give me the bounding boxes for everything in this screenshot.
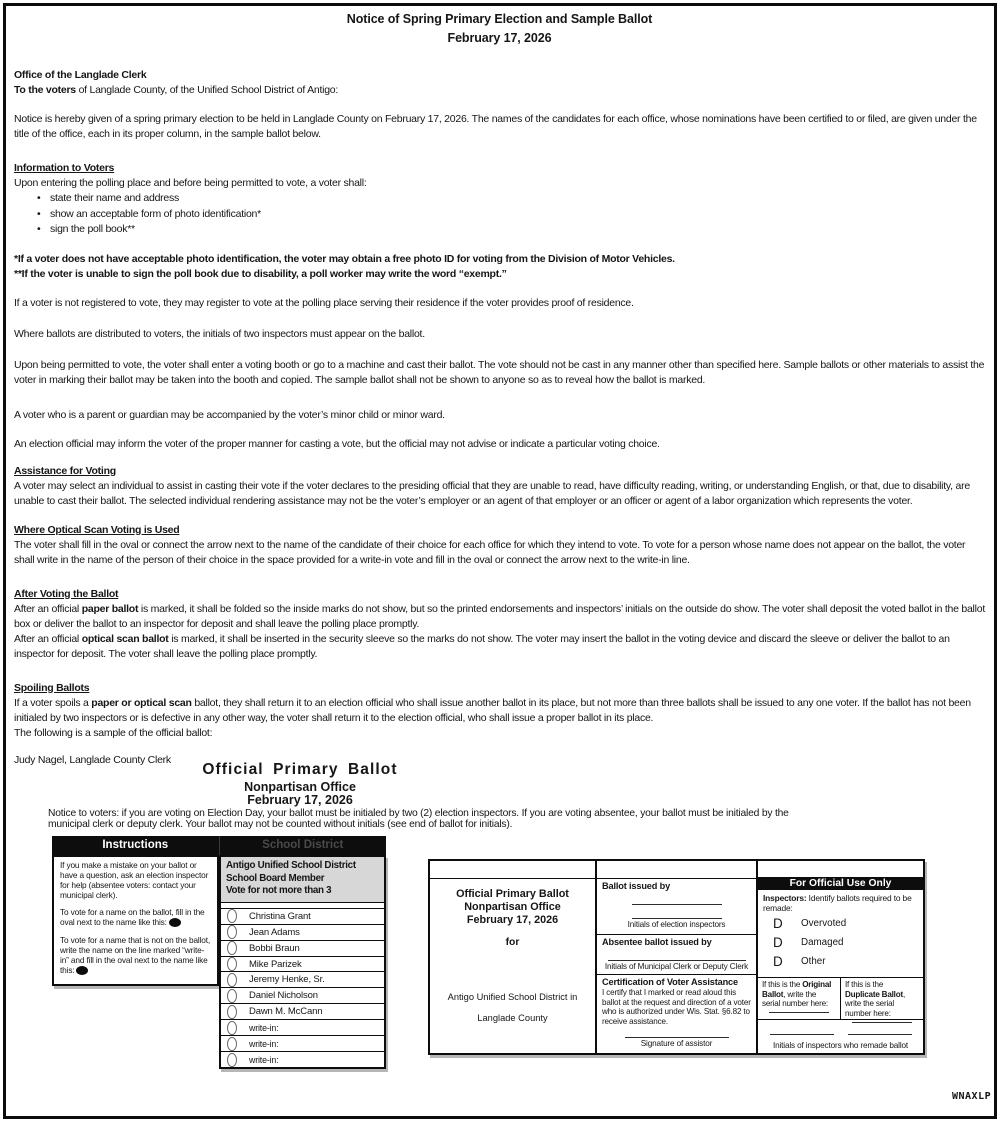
spoiling-bold: paper or optical scan — [91, 696, 192, 709]
voter-requirements-list — [14, 191, 985, 238]
write-in-row — [221, 1020, 384, 1036]
remake-option-row — [773, 933, 918, 951]
official-inform-paragraph: An election official may inform the voter of the proper manner for casting a vote, but the official may not advise or indicate a particular voting choice. — [14, 437, 660, 450]
write-in-row — [221, 1036, 384, 1052]
oval-mark-icon — [227, 1005, 237, 1019]
ballot-heading — [30, 761, 570, 807]
spoiling-heading: Spoiling Ballots — [14, 681, 90, 694]
after-optical-bold: optical scan ballot — [81, 632, 169, 645]
initials-line — [848, 1034, 912, 1035]
after-paper-pre: After an official — [14, 602, 82, 615]
ballot-initials-paragraph: Where ballots are distributed to voters, the initials of two inspectors must appear on the ballot. — [14, 327, 425, 340]
instructions-header-cell: Instructions — [102, 839, 169, 851]
serial-line — [769, 1012, 829, 1013]
stub-top-strip — [430, 861, 595, 879]
issuance-top-strip — [597, 861, 756, 879]
after-paper-paragraph — [14, 602, 985, 632]
remade-caption: Initials of inspectors who remade ballot — [772, 1041, 909, 1050]
intro-paragraph: Notice is hereby given of a spring primary election to be held in Langlade County on February 17, 2026. The names of the candidates for each office, whose nominations have been certified to or filed, are given under the title of the office, each in its proper column, in the sample ballot below. — [14, 113, 977, 140]
inspectors-rest: Identify ballots required to be remade: — [763, 893, 912, 913]
official-use-header: For Official Use Only — [758, 877, 923, 890]
inspectors-bold: Inspectors: — [763, 893, 807, 903]
exempt-footnote: **If the voter is unable to sign the poll book due to disability, a poll worker may write the word “exempt.” — [14, 267, 507, 280]
filled-oval-icon — [76, 966, 88, 975]
ballot-issued-caption: Initials of election inspectors — [627, 920, 726, 929]
certification-caption: Signature of assistor — [640, 1039, 713, 1049]
office-heading: Office of the Langlade Clerk — [14, 69, 147, 81]
absentee-issued-heading: Absentee ballot issued by — [602, 937, 712, 947]
candidate-name: Bobbi Braun — [249, 942, 300, 954]
list-item-text: sign the poll book** — [50, 223, 135, 235]
stub-district-line1: Antigo Unified School District in — [447, 992, 578, 1002]
absentee-issued-cell — [597, 935, 756, 975]
signature-line — [608, 960, 746, 961]
instructions-paragraph-2-text: To vote for a name on the ballot, fill in the oval next to the name like this: — [60, 907, 205, 928]
remake-option-row — [773, 952, 918, 970]
stub-title-line2: Nonpartisan Office — [464, 901, 561, 913]
checkbox-icon: D — [773, 915, 783, 931]
candidate-row — [221, 972, 384, 988]
page-title — [14, 10, 985, 48]
stub-for-label: for — [505, 937, 520, 948]
stub-title — [430, 888, 595, 927]
duplicate-ballot-cell — [841, 978, 923, 1019]
candidate-row — [221, 1004, 384, 1020]
write-in-row — [221, 1052, 384, 1067]
registration-paragraph: If a voter is not registered to vote, they may register to vote at the polling place serving their residence if the voter provides proof of residence. — [14, 296, 634, 309]
sample-ballot-line: The following is a sample of the official ballot: — [14, 726, 213, 739]
candidate-row — [221, 909, 384, 925]
list-item-text: show an acceptable form of photo identification* — [50, 207, 261, 220]
after-optical-paragraph — [14, 632, 985, 662]
signature-line — [632, 918, 722, 919]
candidate-name: Daniel Nicholson — [249, 990, 318, 1002]
checkbox-icon: D — [773, 953, 783, 969]
oval-mark-icon — [227, 973, 237, 987]
list-item — [50, 207, 985, 223]
notice-body — [14, 10, 985, 768]
ballot-voter-notice: Notice to voters: if you are voting on Election Day, your ballot must be initialed by two (2) election inspectors. If you are voting absentee, your ballot must be initialed by the municipal clerk or deputy clerk. Your ballot may not be counted without initials (see end of ballot for initials). — [48, 808, 789, 831]
contest-title-line1: Antigo Unified School District — [226, 860, 356, 871]
duplicate-post: , write the serial number here: — [845, 989, 906, 1019]
official-use-top-strip — [758, 861, 923, 877]
duplicate-pre: If this is the — [845, 980, 884, 989]
contest-title — [221, 857, 384, 903]
certification-heading: Certification of Voter Assistance — [602, 977, 738, 987]
remade-initials-cell — [758, 1020, 923, 1053]
candidate-name: Jeremy Henke, Sr. — [249, 974, 325, 986]
candidate-rows — [221, 909, 384, 1067]
list-item — [50, 222, 985, 238]
ballot-date: February 17, 2026 — [247, 793, 353, 807]
oval-mark-icon — [227, 1021, 237, 1035]
contest-title-line2: School Board Member — [226, 872, 325, 884]
list-item — [50, 191, 985, 207]
oval-mark-icon — [227, 1037, 237, 1051]
ballot-stub — [430, 879, 595, 1023]
checkbox-icon: D — [773, 934, 783, 950]
write-in-label: write-in: — [249, 1054, 279, 1065]
write-in-label: write-in: — [249, 1022, 279, 1033]
oval-mark-icon — [227, 925, 237, 939]
issuance-column — [597, 861, 758, 1053]
school-district-header-cell: School District — [219, 836, 387, 855]
remade-lines — [758, 1022, 923, 1040]
page-title-line1: Notice of Spring Primary Election and Sample Ballot — [346, 12, 653, 26]
sample-ballot-table — [52, 836, 386, 1065]
after-voting-heading: After Voting the Ballot — [14, 587, 119, 600]
candidate-row — [221, 988, 384, 1004]
candidate-name: Dawn M. McCann — [249, 1006, 323, 1018]
salutation — [14, 83, 985, 98]
serial-number-row — [758, 978, 923, 1020]
instructions-paragraph-1: If you make a mistake on your ballot or have a question, ask an election inspector for help (absentee voters: contact your municipal clerk). — [60, 860, 209, 901]
info-voters-intro: Upon entering the polling place and before being permitted to vote, a voter shall: — [14, 177, 367, 189]
wnaxlp-code: WNAXLP — [952, 1091, 992, 1102]
candidate-row — [221, 957, 384, 973]
ballot-title: Official Primary Ballot — [202, 761, 398, 778]
instructions-paragraph-3-text: To vote for a name that is not on the ballot, write the name on the line marked “write-in” and fill in the oval next to the name like this: — [60, 934, 211, 975]
assistance-heading: Assistance for Voting — [14, 464, 116, 477]
official-use-body — [758, 890, 923, 978]
candidate-name: Christina Grant — [249, 910, 311, 922]
signature-line — [625, 1037, 729, 1038]
spoiling-pre: If a voter spoils a — [14, 696, 92, 709]
ballot-issued-cell — [597, 879, 756, 935]
voting-booth-paragraph: Upon being permitted to vote, the voter shall enter a voting booth or go to a machine and cast their ballot. The vote should not be cast in any manner other than specified here. Sample ballots or other materials to assist the voter in marking their ballot may be taken into the booth and copied. The sample ballot shall not be shown to anyone so as to reveal how the ballot is marked. — [14, 358, 985, 386]
candidate-name: Mike Parizek — [249, 958, 302, 970]
ballot-table-header — [52, 836, 386, 855]
after-optical-post: is marked, it shall be inserted in the security sleeve so the marks do not show. The voter may insert the ballot in the voting device and discard the sleeve or deliver the ballot to an inspector for deposit. The voter shall leave the polling place promptly. — [14, 632, 950, 660]
minor-ward-paragraph: A voter who is a parent or guardian may be accompanied by the voter’s minor child or minor ward. — [14, 408, 445, 421]
after-optical-pre: After an official — [14, 632, 82, 645]
photo-id-footnote: *If a voter does not have acceptable photo identification, the voter may obtain a free photo ID for voting from the Division of Motor Vehicles. — [14, 252, 675, 265]
spoiling-post: ballot, they shall return it to an election official who shall issue another ballot in its place, but not more than three ballots shall be issued to any one voter. If the ballot has not been initialed by two inspectors or is defective in any other way, the voter shall return it to the election official, who shall issue a proper ballot in its place. — [14, 696, 971, 724]
salutation-bold: To the voters — [14, 84, 76, 96]
signature-line — [632, 904, 722, 905]
remake-option-label: Overvoted — [801, 917, 847, 929]
optical-scan-paragraph: The voter shall fill in the oval or connect the arrow next to the name of the candidate of their choice for each office for which they intend to vote. To vote for a person whose name does not appear on the ballot, the voter shall write in the name of the person of their choice in the space provided for a write-in vote and fill in the oval or connect the arrow next to the write-in line. — [14, 538, 966, 566]
spoiling-paragraph — [14, 696, 985, 726]
remake-option-row — [773, 914, 918, 932]
original-post: , write the serial number here: — [762, 989, 828, 1009]
instructions-box — [52, 855, 219, 986]
oval-mark-icon — [227, 909, 237, 923]
instructions-paragraph-3 — [60, 935, 211, 975]
contest-title-line3: Vote for not more than 3 — [226, 885, 332, 897]
voter-assistance-cell — [597, 975, 756, 1053]
optical-scan-heading: Where Optical Scan Voting is Used — [14, 523, 180, 536]
page-title-line2: February 17, 2026 — [447, 31, 552, 45]
stub-title-line1: Official Primary Ballot — [456, 888, 569, 900]
remake-option-label: Other — [801, 955, 826, 967]
remake-option-label: Damaged — [801, 936, 844, 948]
ballot-stub-column — [430, 861, 597, 1053]
candidate-name: Jean Adams — [249, 926, 300, 938]
candidate-row — [221, 925, 384, 941]
oval-mark-icon — [227, 941, 237, 955]
candidate-row — [221, 941, 384, 957]
write-in-label: write-in: — [249, 1038, 279, 1049]
certification-body: I certify that I marked or read aloud this ballot at the request and direction of a voter who is authorized under Wis. Stat. §6.82 to receive assistance. — [602, 988, 751, 1026]
official-use-column — [758, 861, 923, 1053]
contest-column — [219, 855, 386, 1069]
initials-line — [770, 1034, 834, 1035]
oval-mark-icon — [227, 1053, 237, 1067]
duplicate-bold: Duplicate Ballot — [845, 989, 903, 999]
ballot-subtitle: Nonpartisan Office — [244, 780, 356, 794]
list-item-text: state their name and address — [50, 192, 179, 204]
stub-title-line3: February 17, 2026 — [466, 914, 559, 926]
oval-mark-icon — [227, 989, 237, 1003]
filled-oval-icon — [169, 918, 181, 927]
absentee-issued-caption: Initials of Municipal Clerk or Deputy Clerk — [604, 962, 749, 971]
instructions-paragraph-2 — [60, 907, 211, 927]
original-ballot-cell — [758, 978, 841, 1019]
stub-district-line2: Langlade County — [477, 1013, 548, 1023]
original-bold: Original Ballot — [762, 980, 832, 999]
assistance-paragraph: A voter may select an individual to assist in casting their vote if the voter declares to the presiding official that they are unable to read, have difficulty reading, writing, or understanding English, or that, due to disability, are unable to cast their ballot. The selected individual rendering assistance may not be the voter’s employer or an agent of that employer or an officer or agent of a labor organization which represents the voter. — [14, 479, 970, 507]
inspectors-instruction — [763, 893, 918, 913]
oval-mark-icon — [227, 957, 237, 971]
ballot-issued-heading: Ballot issued by — [602, 881, 671, 891]
after-paper-post: is marked, it shall be folded so the inside marks do not show, but so the printed endorsements and inspectors’ initials on the outside do show. The voter shall deposit the voted ballot in the ballot box or deliver the ballot to an inspector for deposit and shall leave the polling place promptly. — [14, 602, 985, 630]
after-paper-bold: paper ballot — [81, 602, 139, 615]
ballot-back-box — [428, 859, 925, 1055]
info-voters-heading: Information to Voters — [14, 162, 115, 174]
salutation-rest: of Langlade County, of the Unified School District of Antigo: — [75, 84, 339, 96]
clerk-signature: Judy Nagel, Langlade County Clerk — [14, 753, 171, 766]
original-pre: If this is the — [762, 980, 803, 989]
